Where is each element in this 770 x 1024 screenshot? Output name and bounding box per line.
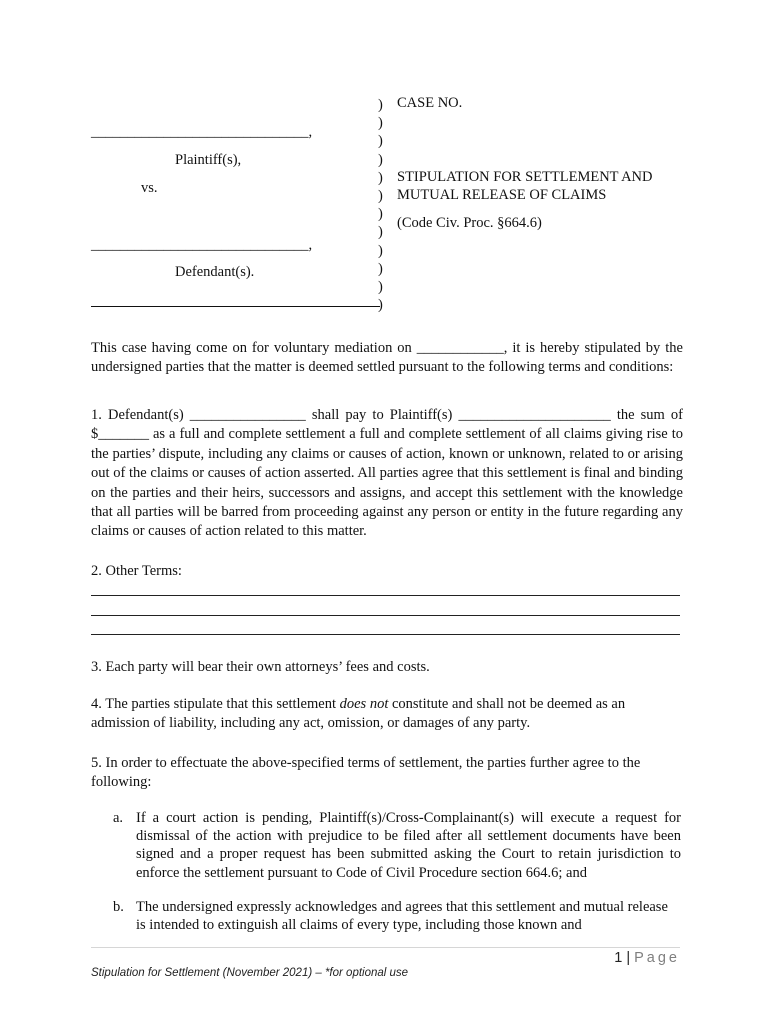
defendant-blank-line[interactable]: ______________________________, bbox=[91, 237, 313, 253]
paren: ) bbox=[378, 297, 383, 314]
document-title-line-2: MUTUAL RELEASE OF CLAIMS bbox=[397, 187, 607, 203]
case-number-label: CASE NO. bbox=[397, 95, 463, 111]
paren: ) bbox=[378, 278, 383, 295]
page-number-value: 1 bbox=[614, 950, 623, 966]
footer-text: Stipulation for Settlement (November 2021) – *for optional use bbox=[91, 967, 409, 979]
versus-label: vs. bbox=[141, 180, 158, 196]
item-b-letter: b. bbox=[113, 899, 124, 915]
item-b-text: The undersigned expressly acknowledges and agrees that this settlement and mutual release is intended to extinguish all claims of every type, including those known and bbox=[136, 899, 668, 934]
plaintiff-label: Plaintiff(s), bbox=[175, 152, 242, 168]
plaintiff-blank-line[interactable]: ______________________________, bbox=[91, 124, 313, 140]
item-a-letter: a. bbox=[113, 810, 124, 826]
paren: ) bbox=[378, 242, 383, 259]
code-reference: (Code Civ. Proc. §664.6) bbox=[397, 215, 542, 231]
page-word: Page bbox=[634, 950, 680, 966]
caption-bottom-rule bbox=[91, 306, 380, 307]
item-a-text: If a court action is pending, Plaintiff(s)/Cross-Complainant(s) will execute a request for dismissal of the action with prejudice to be filed after all settlement documents have been signed and a proper request has been submitted asking the Court to retain jurisdiction to enforce the settlement pursuant to Code of Civil Procedure section 664.6; and bbox=[136, 810, 681, 881]
term-4-emphasis: does not bbox=[339, 696, 389, 712]
term-3-paragraph: 3. Each party will bear their own attorneys’ fees and costs. bbox=[91, 659, 430, 675]
defendant-label: Defendant(s). bbox=[175, 264, 255, 280]
paren: ) bbox=[378, 151, 383, 168]
caption-paren-column bbox=[378, 96, 388, 314]
term-4-paragraph bbox=[91, 695, 683, 734]
page-number bbox=[614, 950, 680, 966]
other-terms-line-2[interactable] bbox=[91, 615, 680, 616]
term-1-paragraph: 1. Defendant(s) ________________ shall pay to Plaintiff(s) _____________________ the sum of $_______ as a full and complete settlement a full and complete settlement of all claims giving rise to the parties’ dispute, including any claims or causes of action, known or unknown, related to or arising out of the claims or causes of action asserted. All parties agree that this settlement is final and binding on the parties and their heirs, successors and assigns, and accept this settlement with the knowledge that all parties will be barred from proceeding against any person or entity in the future regarding any claims or causes of action related to this matter. bbox=[91, 407, 683, 540]
intro-paragraph: This case having come on for voluntary mediation on ____________, it is hereby stipulated by the undersigned parties that the matter is deemed settled pursuant to the following terms and conditions: bbox=[91, 340, 683, 376]
term-5-paragraph: 5. In order to effectuate the above-specified terms of settlement, the parties further agree to the following: bbox=[91, 755, 641, 791]
paren: ) bbox=[378, 187, 383, 204]
paren: ) bbox=[378, 206, 383, 223]
paren: ) bbox=[378, 97, 383, 113]
term-4-text-start: 4. The parties stipulate that this settlement bbox=[91, 696, 340, 712]
paren: ) bbox=[378, 224, 383, 241]
other-terms-line-3[interactable] bbox=[91, 634, 680, 635]
paren: ) bbox=[378, 115, 383, 132]
term-2-label: 2. Other Terms: bbox=[91, 563, 182, 579]
document-title-line-1: STIPULATION FOR SETTLEMENT AND bbox=[397, 169, 653, 185]
paren: ) bbox=[378, 169, 383, 186]
page-number-separator: | bbox=[622, 950, 635, 966]
paren: ) bbox=[378, 133, 383, 150]
footer-divider bbox=[91, 947, 680, 948]
other-terms-line-1[interactable] bbox=[91, 595, 680, 596]
paren: ) bbox=[378, 260, 383, 277]
term-4-text-end: constitute and shall not be deemed as an admission of liability, including any act, omission, or damages of any party. bbox=[91, 696, 626, 732]
